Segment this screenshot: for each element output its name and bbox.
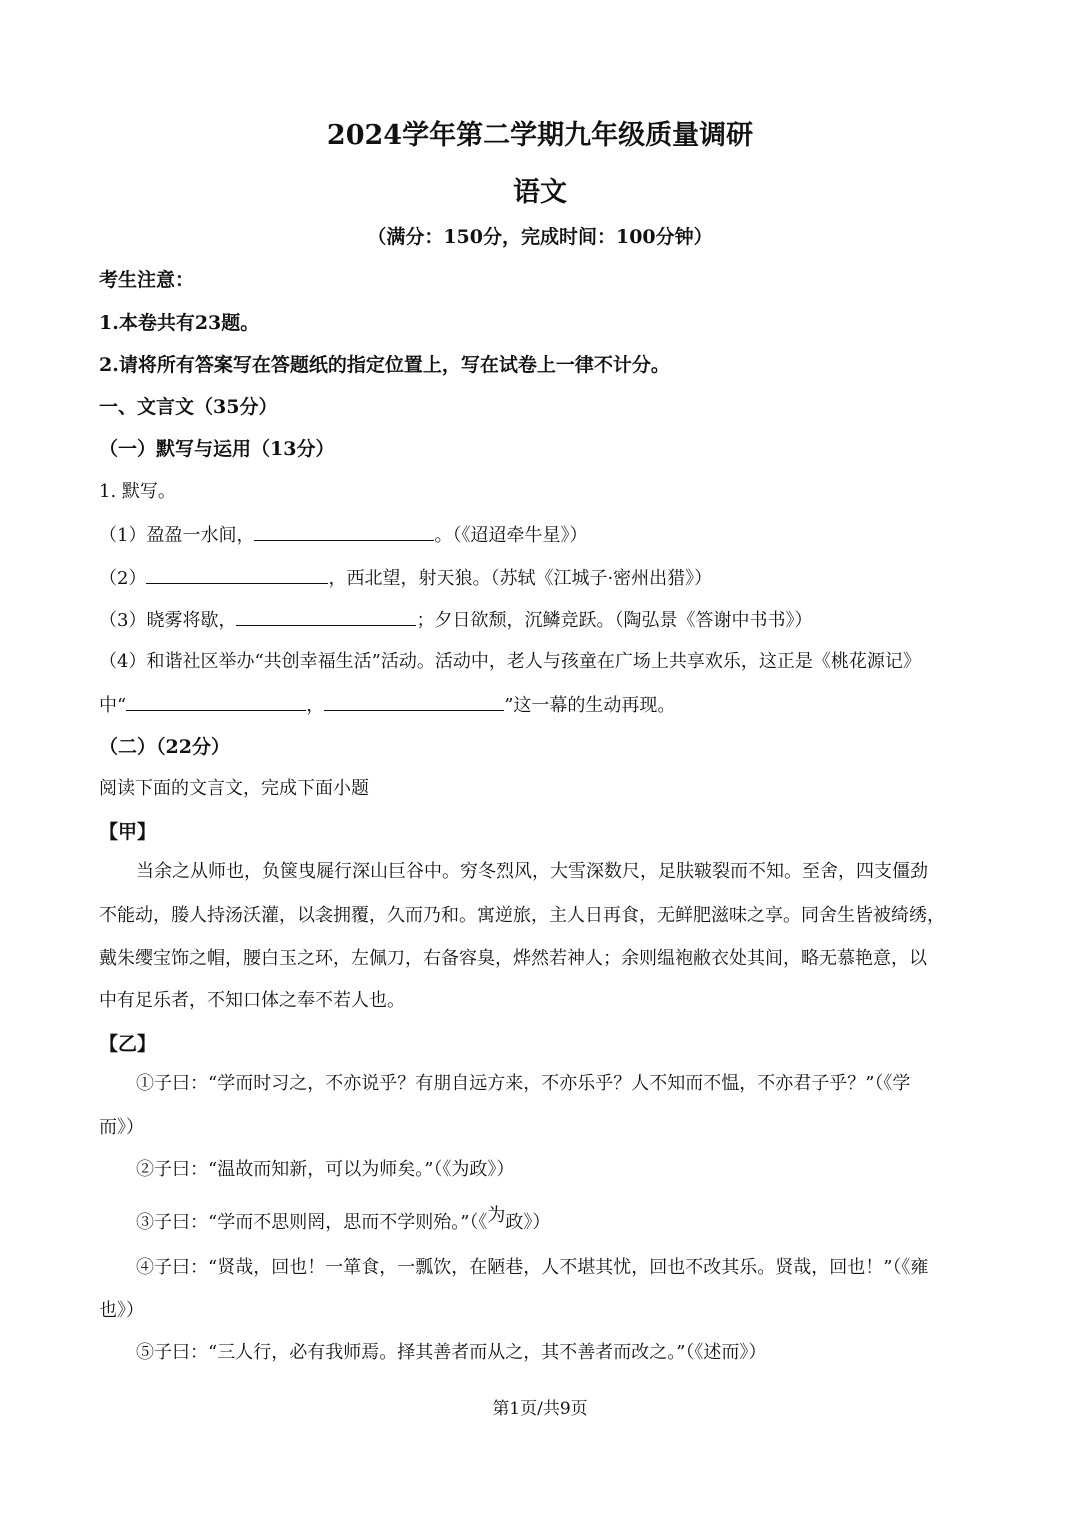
q1-2-prefix: （2） — [99, 568, 147, 589]
answer-blank — [236, 607, 416, 626]
page-number: 第1页/共9页 — [492, 1399, 588, 1419]
answer-blank — [324, 692, 504, 711]
answer-blank — [146, 565, 328, 584]
analects-1-cont: 而》） — [99, 1117, 144, 1138]
q1-4-suffix: ”这一幕的生动再现。 — [504, 695, 676, 716]
q1-1-suffix: 。（《迢迢牵牛星》） — [434, 525, 588, 546]
passage-jia-line: 不能动，媵人持汤沃灌，以衾拥覆，久而乃和。寓逆旅，主人日再食，无鲜肥滋味之享。同舍生皆被绮绣， — [99, 905, 945, 926]
q1-1-prefix: （1）盈盈一水间， — [99, 525, 255, 546]
question-1-4-cont — [99, 692, 675, 718]
notice-item-2: 2.请将所有答案写在答题纸的指定位置上，写在试卷上一律不计分。 — [99, 354, 670, 376]
analects-5: ⑤子曰：“三人行，必有我师焉。择其善者而从之，其不善者而改之。”（《述而》） — [136, 1342, 767, 1363]
part-1-title: （一）默写与运用（13分） — [99, 438, 335, 460]
analects-3-raised-char: 为 — [487, 1205, 506, 1226]
analects-2: ②子曰：“温故而知新，可以为师矣。”（《为政》） — [136, 1159, 515, 1180]
q1-2-suffix: ，西北望，射天狼。（苏轼《江城子·密州出猎》） — [328, 568, 713, 589]
analects-3-main: ③子曰：“学而不思则罔，思而不学则殆。”（《 — [136, 1212, 488, 1233]
question-1-1 — [99, 522, 587, 548]
analects-4: ④子曰：“贤哉，回也！一箪食，一瓢饮，在陋巷，人不堪其忧，回也不改其乐。贤哉，回也！”（《雍 — [136, 1257, 929, 1278]
exam-info: （满分：150分，完成时间：100分钟） — [367, 226, 713, 248]
part-2-intro: 阅读下面的文言文，完成下面小题 — [99, 778, 369, 799]
question-1-4: （4）和谐社区举办“共创幸福生活”活动。活动中，老人与孩童在广场上共享欢乐，这正是《桃花源记》 — [99, 651, 921, 672]
analects-1: ①子曰：“学而时习之，不亦说乎？有朋自远方来，不亦乐乎？人不知而不愠，不亦君子乎？”（《学 — [136, 1073, 911, 1094]
analects-3 — [136, 1205, 551, 1235]
analects-3-end: 政》） — [505, 1212, 551, 1233]
q1-3-suffix: ；夕日欲颓，沉鳞竞跃。（陶弘景《答谢中书书》） — [416, 610, 813, 631]
part-2-title: （二）（22分） — [99, 736, 230, 758]
notice-item-1: 1.本卷共有23题。 — [99, 312, 260, 334]
passage-yi-label: 【乙】 — [99, 1033, 157, 1055]
passage-jia-line: 中有足乐者，不知口体之奉不若人也。 — [99, 990, 405, 1011]
passage-jia-line: 当余之从师也，负箧曳屣行深山巨谷中。穷冬烈风，大雪深数尺，足肤皲裂而不知。至舍，四支僵劲 — [136, 861, 928, 882]
q1-4-prefix: 中“ — [99, 695, 127, 716]
answer-blank — [254, 522, 434, 541]
analects-4-cont: 也》） — [99, 1300, 144, 1321]
exam-title: 2024学年第二学期九年级质量调研 — [326, 120, 754, 151]
answer-blank — [126, 692, 306, 711]
q1-4-separator: ， — [306, 695, 325, 716]
section-1-title: 一、文言文（35分） — [99, 396, 278, 418]
question-1-3 — [99, 607, 812, 633]
passage-jia-label: 【甲】 — [99, 821, 157, 843]
subject-title: 语文 — [513, 177, 567, 208]
notice-heading: 考生注意： — [99, 269, 195, 291]
passage-jia-line: 戴朱缨宝饰之帽，腰白玉之环，左佩刀，右备容臭，烨然若神人；余则缊袍敝衣处其间，略无慕艳意，以 — [99, 948, 927, 969]
question-1: 1. 默写。 — [99, 481, 176, 502]
question-1-2 — [99, 565, 712, 591]
q1-3-prefix: （3）晓雾将歇， — [99, 610, 237, 631]
